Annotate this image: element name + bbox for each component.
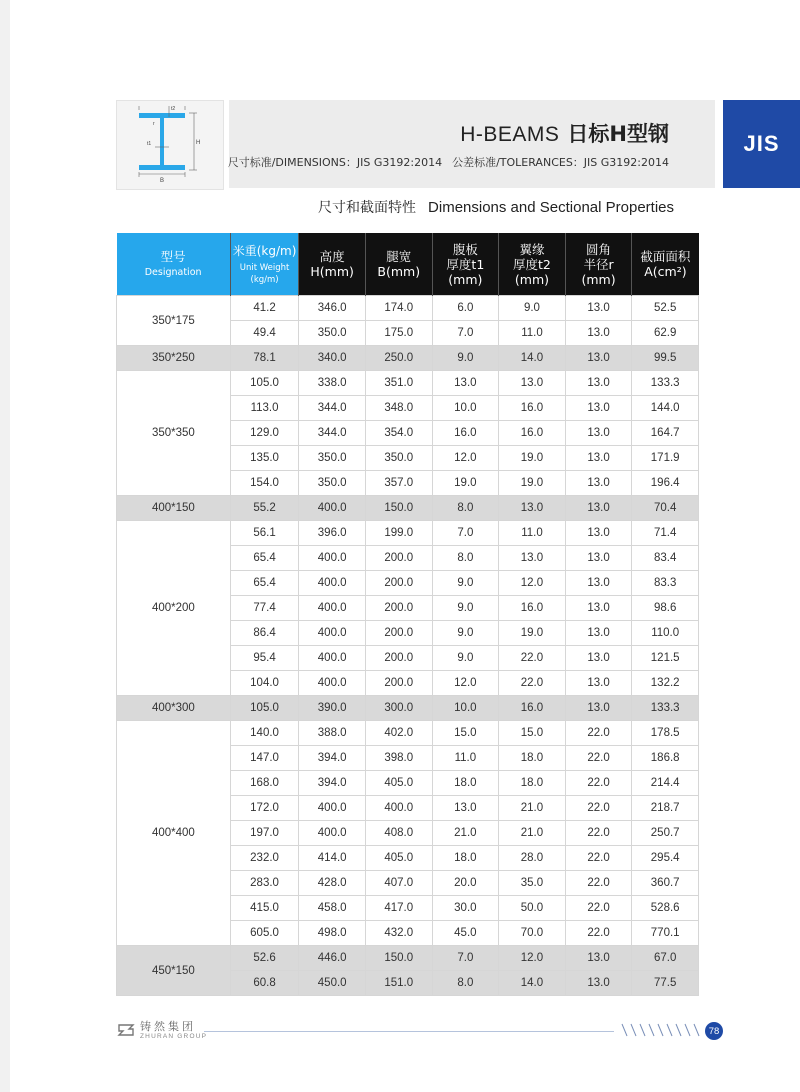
page-number: 78 — [705, 1022, 723, 1040]
value-cell: 11.0 — [499, 321, 566, 346]
value-cell: 140.0 — [230, 721, 299, 746]
value-cell: 14.0 — [499, 346, 566, 371]
table-row — [117, 496, 699, 521]
value-cell: 400.0 — [299, 546, 366, 571]
value-cell: 62.9 — [632, 321, 699, 346]
value-cell: 200.0 — [365, 571, 432, 596]
value-cell: 70.0 — [499, 921, 566, 946]
value-cell: 52.5 — [632, 296, 699, 321]
value-cell: 13.0 — [565, 646, 632, 671]
value-cell: 41.2 — [230, 296, 299, 321]
value-cell: 83.3 — [632, 571, 699, 596]
value-cell: 132.2 — [632, 671, 699, 696]
value-cell: 7.0 — [432, 946, 499, 971]
value-cell: 400.0 — [299, 821, 366, 846]
value-cell: 200.0 — [365, 621, 432, 646]
value-cell: 13.0 — [565, 396, 632, 421]
table-row — [117, 346, 699, 371]
jis-badge: JIS — [723, 100, 800, 188]
footer-divider — [204, 1031, 614, 1032]
value-cell: 18.0 — [432, 771, 499, 796]
value-cell: 218.7 — [632, 796, 699, 821]
value-cell: 13.0 — [499, 371, 566, 396]
value-cell: 147.0 — [230, 746, 299, 771]
value-cell: 21.0 — [432, 821, 499, 846]
value-cell: 105.0 — [230, 371, 299, 396]
table-header-row — [117, 233, 699, 296]
value-cell: 414.0 — [299, 846, 366, 871]
value-cell: 400.0 — [299, 621, 366, 646]
value-cell: 83.4 — [632, 546, 699, 571]
value-cell: 150.0 — [365, 496, 432, 521]
company-name-en: ZHURAN GROUP — [140, 1033, 208, 1040]
value-cell: 350.0 — [299, 446, 366, 471]
svg-text:H: H — [196, 140, 201, 146]
value-cell: 394.0 — [299, 771, 366, 796]
value-cell: 450.0 — [299, 971, 366, 996]
value-cell: 16.0 — [499, 396, 566, 421]
value-cell: 150.0 — [365, 946, 432, 971]
value-cell: 49.4 — [230, 321, 299, 346]
value-cell: 400.0 — [365, 796, 432, 821]
value-cell: 407.0 — [365, 871, 432, 896]
value-cell: 405.0 — [365, 846, 432, 871]
table-row — [117, 296, 699, 321]
value-cell: 20.0 — [432, 871, 499, 896]
title-cn: 日标H型钢 — [567, 122, 669, 146]
value-cell: 60.8 — [230, 971, 299, 996]
value-cell: 196.4 — [632, 471, 699, 496]
value-cell: 16.0 — [499, 696, 566, 721]
value-cell: 9.0 — [432, 646, 499, 671]
value-cell: 9.0 — [432, 621, 499, 646]
value-cell: 8.0 — [432, 971, 499, 996]
value-cell: 8.0 — [432, 546, 499, 571]
value-cell: 11.0 — [432, 746, 499, 771]
value-cell: 174.0 — [365, 296, 432, 321]
value-cell: 16.0 — [432, 421, 499, 446]
value-cell: 400.0 — [299, 496, 366, 521]
value-cell: 390.0 — [299, 696, 366, 721]
value-cell: 151.0 — [365, 971, 432, 996]
properties-table — [116, 233, 699, 996]
value-cell: 13.0 — [565, 696, 632, 721]
value-cell: 10.0 — [432, 696, 499, 721]
value-cell: 19.0 — [432, 471, 499, 496]
value-cell: 12.0 — [432, 671, 499, 696]
value-cell: 7.0 — [432, 321, 499, 346]
value-cell: 394.0 — [299, 746, 366, 771]
value-cell: 770.1 — [632, 921, 699, 946]
company-logo-icon — [116, 1020, 136, 1040]
value-cell: 14.0 — [499, 971, 566, 996]
value-cell: 70.4 — [632, 496, 699, 521]
value-cell: 13.0 — [565, 621, 632, 646]
value-cell: 360.7 — [632, 871, 699, 896]
value-cell: 13.0 — [565, 471, 632, 496]
header-web-thickness: 腹板 厚度t1 (mm) — [432, 233, 499, 296]
svg-text:B: B — [160, 178, 165, 184]
value-cell: 105.0 — [230, 696, 299, 721]
value-cell: 432.0 — [365, 921, 432, 946]
value-cell: 186.8 — [632, 746, 699, 771]
value-cell: 18.0 — [499, 771, 566, 796]
value-cell: 354.0 — [365, 421, 432, 446]
value-cell: 19.0 — [499, 621, 566, 646]
value-cell: 22.0 — [565, 896, 632, 921]
table-row — [117, 946, 699, 971]
title-en: H-BEAMS — [460, 123, 560, 146]
value-cell: 133.3 — [632, 371, 699, 396]
company-name: 铸然集团 — [140, 1020, 196, 1033]
h-beam-section-icon — [117, 101, 223, 189]
value-cell: 168.0 — [230, 771, 299, 796]
value-cell: 13.0 — [565, 571, 632, 596]
value-cell: 528.6 — [632, 896, 699, 921]
value-cell: 400.0 — [299, 571, 366, 596]
header-unit-weight: 米重(kg/m) Unit Weight (kg/m) — [230, 233, 299, 296]
value-cell: 200.0 — [365, 646, 432, 671]
value-cell: 45.0 — [432, 921, 499, 946]
value-cell: 428.0 — [299, 871, 366, 896]
value-cell: 71.4 — [632, 521, 699, 546]
value-cell: 78.1 — [230, 346, 299, 371]
value-cell: 110.0 — [632, 621, 699, 646]
designation-cell: 350*350 — [117, 371, 231, 496]
value-cell: 22.0 — [565, 921, 632, 946]
value-cell: 175.0 — [365, 321, 432, 346]
value-cell: 65.4 — [230, 571, 299, 596]
value-cell: 405.0 — [365, 771, 432, 796]
value-cell: 350.0 — [365, 446, 432, 471]
value-cell: 22.0 — [565, 871, 632, 896]
standards-line — [228, 154, 669, 170]
designation-cell: 450*150 — [117, 946, 231, 996]
value-cell: 18.0 — [432, 846, 499, 871]
value-cell: 398.0 — [365, 746, 432, 771]
table-body — [117, 296, 699, 996]
value-cell: 408.0 — [365, 821, 432, 846]
svg-text:t1: t1 — [147, 141, 152, 147]
value-cell: 400.0 — [299, 646, 366, 671]
footer-slash-decoration — [620, 1022, 704, 1038]
header-height: 高度 H(mm) — [299, 233, 366, 296]
value-cell: 22.0 — [565, 821, 632, 846]
value-cell: 13.0 — [565, 496, 632, 521]
header-bar — [229, 100, 715, 188]
value-cell: 22.0 — [565, 796, 632, 821]
value-cell: 56.1 — [230, 521, 299, 546]
value-cell: 18.0 — [499, 746, 566, 771]
value-cell: 340.0 — [299, 346, 366, 371]
value-cell: 13.0 — [432, 371, 499, 396]
value-cell: 104.0 — [230, 671, 299, 696]
value-cell: 415.0 — [230, 896, 299, 921]
value-cell: 77.5 — [632, 971, 699, 996]
value-cell: 6.0 — [432, 296, 499, 321]
designation-cell: 400*300 — [117, 696, 231, 721]
value-cell: 338.0 — [299, 371, 366, 396]
value-cell: 214.4 — [632, 771, 699, 796]
value-cell: 13.0 — [565, 946, 632, 971]
value-cell: 300.0 — [365, 696, 432, 721]
section-title-cn: 尺寸和截面特性 — [318, 200, 417, 216]
value-cell: 22.0 — [499, 671, 566, 696]
value-cell: 13.0 — [565, 296, 632, 321]
value-cell: 12.0 — [499, 571, 566, 596]
value-cell: 12.0 — [499, 946, 566, 971]
value-cell: 15.0 — [499, 721, 566, 746]
value-cell: 113.0 — [230, 396, 299, 421]
value-cell: 52.6 — [230, 946, 299, 971]
value-cell: 21.0 — [499, 821, 566, 846]
value-cell: 400.0 — [299, 671, 366, 696]
value-cell: 400.0 — [299, 796, 366, 821]
h-beam-diagram — [116, 100, 224, 190]
value-cell: 67.0 — [632, 946, 699, 971]
value-cell: 77.4 — [230, 596, 299, 621]
svg-text:r: r — [153, 121, 155, 127]
value-cell: 232.0 — [230, 846, 299, 871]
value-cell: 10.0 — [432, 396, 499, 421]
value-cell: 9.0 — [432, 571, 499, 596]
value-cell: 396.0 — [299, 521, 366, 546]
table-row — [117, 371, 699, 396]
header-area: 截面面积 A(cm²) — [632, 233, 699, 296]
value-cell: 16.0 — [499, 421, 566, 446]
value-cell: 13.0 — [432, 796, 499, 821]
section-title-en: Dimensions and Sectional Properties — [428, 199, 674, 216]
value-cell: 171.9 — [632, 446, 699, 471]
value-cell: 250.7 — [632, 821, 699, 846]
value-cell: 197.0 — [230, 821, 299, 846]
value-cell: 15.0 — [432, 721, 499, 746]
value-cell: 417.0 — [365, 896, 432, 921]
value-cell: 350.0 — [299, 321, 366, 346]
value-cell: 350.0 — [299, 471, 366, 496]
value-cell: 35.0 — [499, 871, 566, 896]
value-cell: 121.5 — [632, 646, 699, 671]
designation-cell: 400*150 — [117, 496, 231, 521]
value-cell: 55.2 — [230, 496, 299, 521]
value-cell: 283.0 — [230, 871, 299, 896]
value-cell: 65.4 — [230, 546, 299, 571]
value-cell: 200.0 — [365, 671, 432, 696]
value-cell: 13.0 — [499, 546, 566, 571]
value-cell: 13.0 — [565, 521, 632, 546]
designation-cell: 350*250 — [117, 346, 231, 371]
value-cell: 98.6 — [632, 596, 699, 621]
value-cell: 9.0 — [432, 346, 499, 371]
value-cell: 22.0 — [565, 771, 632, 796]
value-cell: 13.0 — [565, 671, 632, 696]
value-cell: 50.0 — [499, 896, 566, 921]
value-cell: 154.0 — [230, 471, 299, 496]
value-cell: 348.0 — [365, 396, 432, 421]
value-cell: 250.0 — [365, 346, 432, 371]
value-cell: 22.0 — [565, 721, 632, 746]
svg-text:t2: t2 — [171, 106, 176, 112]
value-cell: 13.0 — [565, 596, 632, 621]
header-radius: 圆角 半径r (mm) — [565, 233, 632, 296]
value-cell: 13.0 — [565, 421, 632, 446]
value-cell: 357.0 — [365, 471, 432, 496]
designation-cell: 350*175 — [117, 296, 231, 346]
value-cell: 13.0 — [565, 446, 632, 471]
value-cell: 199.0 — [365, 521, 432, 546]
left-margin-band — [0, 0, 10, 1092]
value-cell: 178.5 — [632, 721, 699, 746]
value-cell: 22.0 — [565, 746, 632, 771]
value-cell: 9.0 — [499, 296, 566, 321]
tolerances-standard: 公差标准/TOLERANCES：JIS G3192:2014 — [452, 156, 669, 169]
value-cell: 16.0 — [499, 596, 566, 621]
value-cell: 13.0 — [565, 371, 632, 396]
value-cell: 458.0 — [299, 896, 366, 921]
value-cell: 133.3 — [632, 696, 699, 721]
value-cell: 388.0 — [299, 721, 366, 746]
value-cell: 344.0 — [299, 396, 366, 421]
value-cell: 7.0 — [432, 521, 499, 546]
value-cell: 605.0 — [230, 921, 299, 946]
value-cell: 19.0 — [499, 446, 566, 471]
value-cell: 95.4 — [230, 646, 299, 671]
table-row — [117, 696, 699, 721]
value-cell: 99.5 — [632, 346, 699, 371]
value-cell: 86.4 — [230, 621, 299, 646]
value-cell: 351.0 — [365, 371, 432, 396]
page-title — [460, 118, 669, 148]
value-cell: 19.0 — [499, 471, 566, 496]
header-flange-thickness: 翼缘 厚度t2 (mm) — [499, 233, 566, 296]
value-cell: 8.0 — [432, 496, 499, 521]
section-title — [318, 197, 674, 217]
value-cell: 446.0 — [299, 946, 366, 971]
value-cell: 200.0 — [365, 596, 432, 621]
value-cell: 295.4 — [632, 846, 699, 871]
table-row — [117, 521, 699, 546]
value-cell: 9.0 — [432, 596, 499, 621]
value-cell: 13.0 — [565, 546, 632, 571]
value-cell: 400.0 — [299, 596, 366, 621]
value-cell: 22.0 — [565, 846, 632, 871]
value-cell: 164.7 — [632, 421, 699, 446]
header-width: 腿宽 B(mm) — [365, 233, 432, 296]
value-cell: 402.0 — [365, 721, 432, 746]
value-cell: 346.0 — [299, 296, 366, 321]
value-cell: 30.0 — [432, 896, 499, 921]
designation-cell: 400*200 — [117, 521, 231, 696]
value-cell: 12.0 — [432, 446, 499, 471]
value-cell: 135.0 — [230, 446, 299, 471]
value-cell: 28.0 — [499, 846, 566, 871]
value-cell: 13.0 — [565, 321, 632, 346]
value-cell: 344.0 — [299, 421, 366, 446]
table-row — [117, 721, 699, 746]
value-cell: 13.0 — [565, 971, 632, 996]
value-cell: 200.0 — [365, 546, 432, 571]
value-cell: 21.0 — [499, 796, 566, 821]
value-cell: 129.0 — [230, 421, 299, 446]
value-cell: 498.0 — [299, 921, 366, 946]
designation-cell: 400*400 — [117, 721, 231, 946]
value-cell: 172.0 — [230, 796, 299, 821]
value-cell: 13.0 — [565, 346, 632, 371]
header-designation: 型号 Designation — [117, 233, 231, 296]
dimensions-standard: 尺寸标准/DIMENSIONS：JIS G3192:2014 — [227, 156, 443, 169]
value-cell: 144.0 — [632, 396, 699, 421]
value-cell: 22.0 — [499, 646, 566, 671]
value-cell: 11.0 — [499, 521, 566, 546]
value-cell: 13.0 — [499, 496, 566, 521]
